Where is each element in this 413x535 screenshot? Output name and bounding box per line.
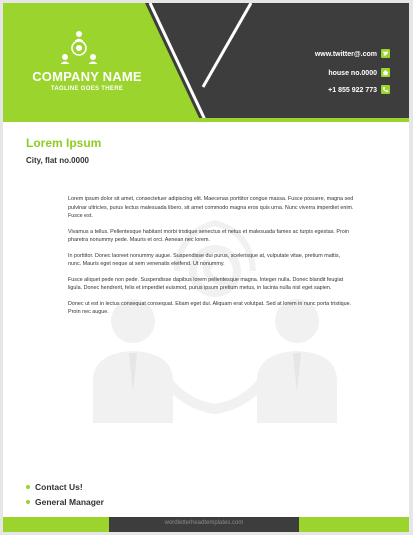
bullet-icon <box>26 500 30 504</box>
bullet-icon <box>26 485 30 489</box>
team-network-icon <box>59 29 99 67</box>
company-tagline: TAGLINE GOES THERE <box>50 86 124 92</box>
phone-icon <box>381 85 390 94</box>
contact-phone <box>328 85 377 95</box>
contact-phone-text: +1 855 922 773 <box>328 86 377 94</box>
body-paragraph: Fusce aliquet pede non pede. Suspendisse dapibus lorem pellentesque magna. Integer nulla. Donec blandit feugiat ligula. Donec hendrerit, felis et imperdiet euismod, purus ipsum pretium metus, in lacinia nulla nisl eget sapien. <box>68 276 344 291</box>
closing-general-manager <box>26 497 104 507</box>
letterhead-page <box>3 3 409 532</box>
contact-address <box>328 68 377 78</box>
twitter-icon <box>381 49 390 58</box>
footer-website[interactable]: wordletterheadtemplates.com <box>164 520 244 526</box>
body-paragraph: Lorem ipsum dolor sit amet, consectetuer adipiscing elit. Maecenas porttitor congue massa. Fusce posuere, magna sed pulvinar ultricies, purus lectus malesuada libero, sit amet commodo magna eros quis urna. Nunc viverra imperdiet enim. Fusce est. <box>68 196 354 219</box>
body-paragraph: In porttitor. Donec laoreet nonummy augue. Suspendisse dui purus, scelerisque at, vulputate vitae, pretium mattis, nunc. Mauris eget neque at sem venenatis eleifend. Ut nonummy. <box>68 252 341 267</box>
closing-line: Contact Us! <box>35 482 83 492</box>
company-name: COMPANY NAME <box>32 69 142 84</box>
letter-title: Lorem Ipsum <box>26 136 102 150</box>
body-paragraph: Vivamus a tellus. Pellentesque habitant morbi tristique senectus et netus et malesuada fames ac turpis egestas. Proin pharetra nonummy pede. Mauris et orci. Aenean nec lorem. <box>68 228 349 243</box>
closing-line: General Manager <box>35 497 104 507</box>
body-paragraph: Donec ut est in lectus consequat consequat. Etiam eget dui. Aliquam erat volutpat. Sed at lorem in nunc porta tristique. Proin nec augue. <box>68 300 352 315</box>
contact-twitter-text: www.twitter@.com <box>314 50 377 58</box>
footer-accent-right <box>299 517 409 532</box>
letter-address: City, flat no.0000 <box>26 156 89 165</box>
home-icon <box>381 68 390 77</box>
footer-bar <box>3 517 409 532</box>
letter-body <box>68 195 354 324</box>
closing-contact-us <box>26 482 83 492</box>
footer-accent-left <box>3 517 109 532</box>
contact-twitter <box>315 49 377 59</box>
contact-address-text: house no.0000 <box>328 69 377 77</box>
